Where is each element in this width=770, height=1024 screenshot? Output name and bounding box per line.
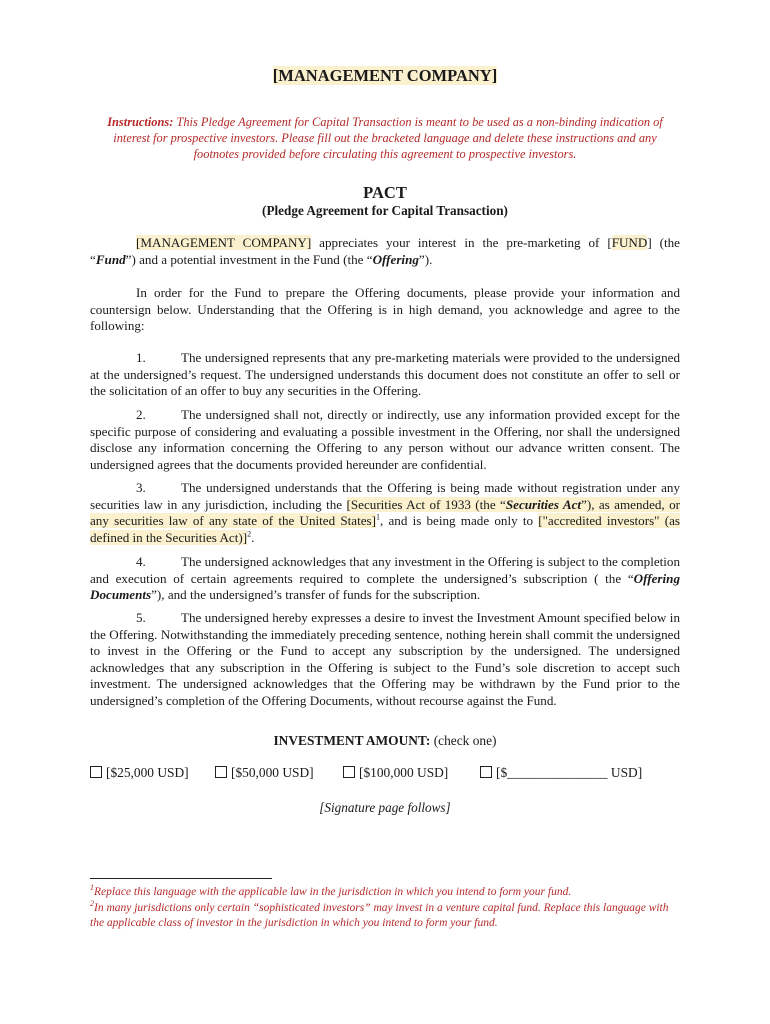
list-item-3: 3. The undersigned understands that the Offering is being made without registration under any securities law in any jurisdiction, including the [Securities Act of 1933 (the “Securities Act”), as amended, or any securities law of any state of the United States]$^1$, and is being made only to ["accredited investors" (as defined in the Securities Act)]$^2$. — [90, 480, 680, 545]
investment-amount-label: INVESTMENT AMOUNT: — [273, 733, 431, 748]
footnote-divider — [90, 878, 272, 879]
item-number: 1. — [136, 350, 146, 365]
investment-option-custom[interactable]: [$_______________ USD] — [480, 765, 642, 781]
checkbox[interactable] — [343, 766, 355, 778]
investment-option-25k[interactable]: [$25,000 USD] — [90, 765, 189, 781]
fund-term: Fund — [95, 251, 126, 267]
instructions-label: Instructions: — [107, 115, 174, 129]
footnote-2: $^2$In many jurisdictions only certain “sophisticated investors” may invest in a venture capital fund. Replace this language with the applicable class of investor in the jurisdiction in which you intend to form your fund. — [90, 898, 669, 929]
signature-page-note: [Signature page follows] — [319, 800, 451, 815]
preamble-paragraph: In order for the Fund to prepare the Offering documents, please provide your information and countersign below. Understanding that the Offering is in high demand, you acknowledge and agree to the following: — [90, 285, 680, 333]
list-item-5: 5. The undersigned hereby expresses a desire to invest the Investment Amount specified below in the Offering. Notwithstanding the immediately preceding sentence, nothing herein shall commit the undersigned to invest in the Offering or the Fund to accept any subscription by the undersigned. The undersigned acknowledges that any subscription in the Offering is subject to the Fund’s sole discretion to accept such investment. The undersigned acknowledges that the Offering may be withdrawn by the Fund prior to the undersigned’s completion of the Offering Documents, without recourse against the Fund. — [90, 610, 680, 708]
document-title — [90, 66, 680, 86]
checkbox[interactable] — [90, 766, 102, 778]
investment-amount-heading — [90, 733, 680, 749]
item-number: 4. — [136, 554, 146, 569]
offering-term: Offering — [372, 251, 419, 267]
item-number: 3. — [136, 480, 146, 495]
intro-fund: FUND — [611, 235, 648, 250]
list-item-4: 4. The undersigned acknowledges that any investment in the Offering is subject to the completion and execution of certain agreements required to complete the undersigned’s subscription ( the “Offering Documents”), and the undersigned’s transfer of funds for the subscription. — [90, 554, 681, 602]
pact-heading: PACT — [363, 183, 407, 202]
footnote-ref-2[interactable]: 2 — [247, 529, 252, 539]
intro-paragraph: [MANAGEMENT COMPANY] appreciates your interest in the pre-marketing of [FUND] (the “Fund”) and a potential investment in the Fund (the “Offering”). — [90, 235, 680, 267]
footnotes — [90, 885, 680, 932]
offering-documents-term: Offering Documents — [90, 570, 680, 602]
list-item-2: 2. The undersigned shall not, directly or indirectly, use any information provided except for the specific purpose of considering and evaluating a possible investment in the Offering, nor shall the undersigned disclose any information concerning the Offering to any person without our advance written consent. The undersigned agrees that the documents provided hereunder are confidential. — [90, 407, 680, 472]
investment-amount-hint: (check one) — [430, 733, 497, 748]
instructions-block — [90, 114, 680, 162]
securities-act-clause: [Securities Act of 1933 (the “Securities Act”), as amended, or any securities law of any state of the United States] — [90, 496, 680, 528]
footnote-1: $^1$Replace this language with the applicable law in the jurisdiction in which you intend to form your fund. — [90, 883, 572, 898]
footnote-ref-1[interactable]: 1 — [376, 512, 381, 522]
investment-option-50k[interactable]: [$50,000 USD] — [215, 765, 314, 781]
checkbox[interactable] — [215, 766, 227, 778]
intro-company: [MANAGEMENT COMPANY] — [136, 235, 312, 250]
list-item-1: 1. The undersigned represents that any pre-marketing materials were provided to the undersigned at the undersigned’s request. The undersigned understands this document does not constitute an offer to sell or the solicitation of an offer to buy any securities in the Offering. — [90, 350, 680, 398]
checkbox[interactable] — [480, 766, 492, 778]
accredited-investors-clause: ["accredited investors" (as defined in the Securities Act)] — [90, 513, 680, 545]
item-number: 5. — [136, 610, 146, 625]
item-number: 2. — [136, 407, 146, 422]
investment-option-100k[interactable]: [$100,000 USD] — [343, 765, 448, 781]
company-title: [MANAGEMENT COMPANY] — [272, 66, 498, 85]
pact-subheading: (Pledge Agreement for Capital Transaction) — [262, 203, 508, 218]
instructions-text: This Pledge Agreement for Capital Transaction is meant to be used as a non-binding indication of interest for prospective investors. Please fill out the bracketed language and delete these instructions and any footnotes provided before circulating this agreement to prospective investors. — [113, 115, 663, 161]
